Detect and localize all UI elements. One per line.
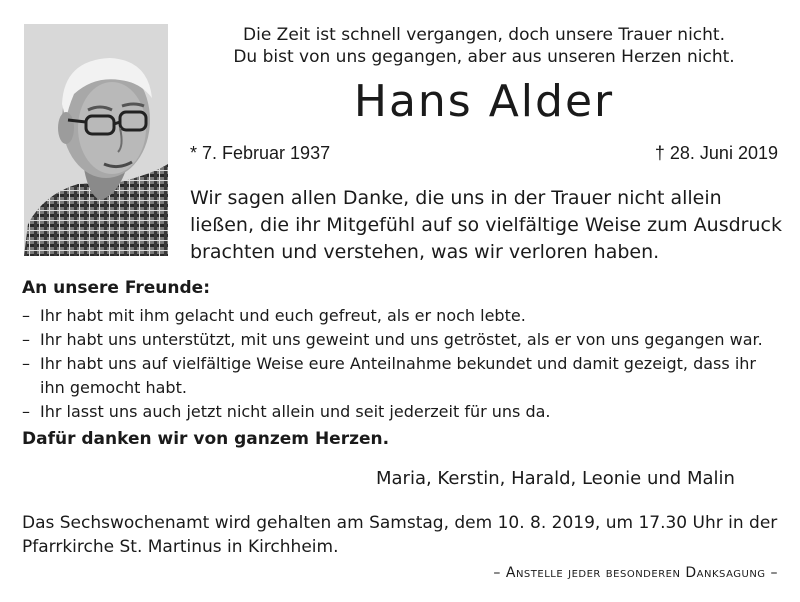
list-item bbox=[22, 328, 782, 352]
friends-list bbox=[22, 304, 782, 424]
portrait-image bbox=[24, 24, 168, 256]
list-item bbox=[22, 352, 782, 400]
closing-thanks: Dafür danken wir von ganzem Herzen. bbox=[22, 429, 390, 449]
list-item-text: Ihr habt uns auf vielfältige Weise eure Anteilnahme bekundet und damit gezeigt, dass ihr ihn gemocht habt. bbox=[40, 354, 756, 397]
footer-note: – Anstelle jeder besonderen Danksagung – bbox=[493, 565, 778, 581]
list-item-text: Ihr habt mit ihm gelacht und euch gefreut, als er noch lebte. bbox=[40, 306, 526, 325]
memorial-quote-line-2: Du bist von uns gegangen, aber aus unseren Herzen nicht. bbox=[233, 47, 735, 67]
signers: Maria, Kerstin, Harald, Leonie und Malin bbox=[376, 468, 735, 489]
list-item bbox=[22, 304, 782, 328]
portrait-photo bbox=[24, 24, 168, 256]
list-item-text: Ihr habt uns unterstützt, mit uns geweint und uns getröstet, als er von uns gegangen war. bbox=[40, 330, 763, 349]
list-item bbox=[22, 400, 782, 424]
dash-bullet: – bbox=[22, 306, 30, 325]
death-date: † 28. Juni 2019 bbox=[654, 143, 778, 163]
dash-bullet: – bbox=[22, 402, 30, 421]
memorial-quote-line-1: Die Zeit ist schnell vergangen, doch unsere Trauer nicht. bbox=[243, 25, 725, 45]
deceased-name: Hans Alder bbox=[353, 76, 615, 127]
birth-date: * 7. Februar 1937 bbox=[190, 143, 331, 163]
list-item-text: Ihr lasst uns auch jetzt nicht allein und seit jederzeit für uns da. bbox=[40, 402, 551, 421]
dash-bullet: – bbox=[22, 354, 30, 373]
friends-heading: An unsere Freunde: bbox=[22, 278, 211, 298]
thanks-paragraph: Wir sagen allen Danke, die uns in der Trauer nicht allein ließen, die ihr Mitgefühl auf so vielfältige Weise zum Ausdruck brachten und verstehen, was wir verloren haben. bbox=[190, 187, 782, 263]
service-announcement: Das Sechswochenamt wird gehalten am Samstag, dem 10. 8. 2019, um 17.30 Uhr in der Pfarrkirche St. Martinus in Kirchheim. bbox=[22, 513, 778, 557]
dash-bullet: – bbox=[22, 330, 30, 349]
